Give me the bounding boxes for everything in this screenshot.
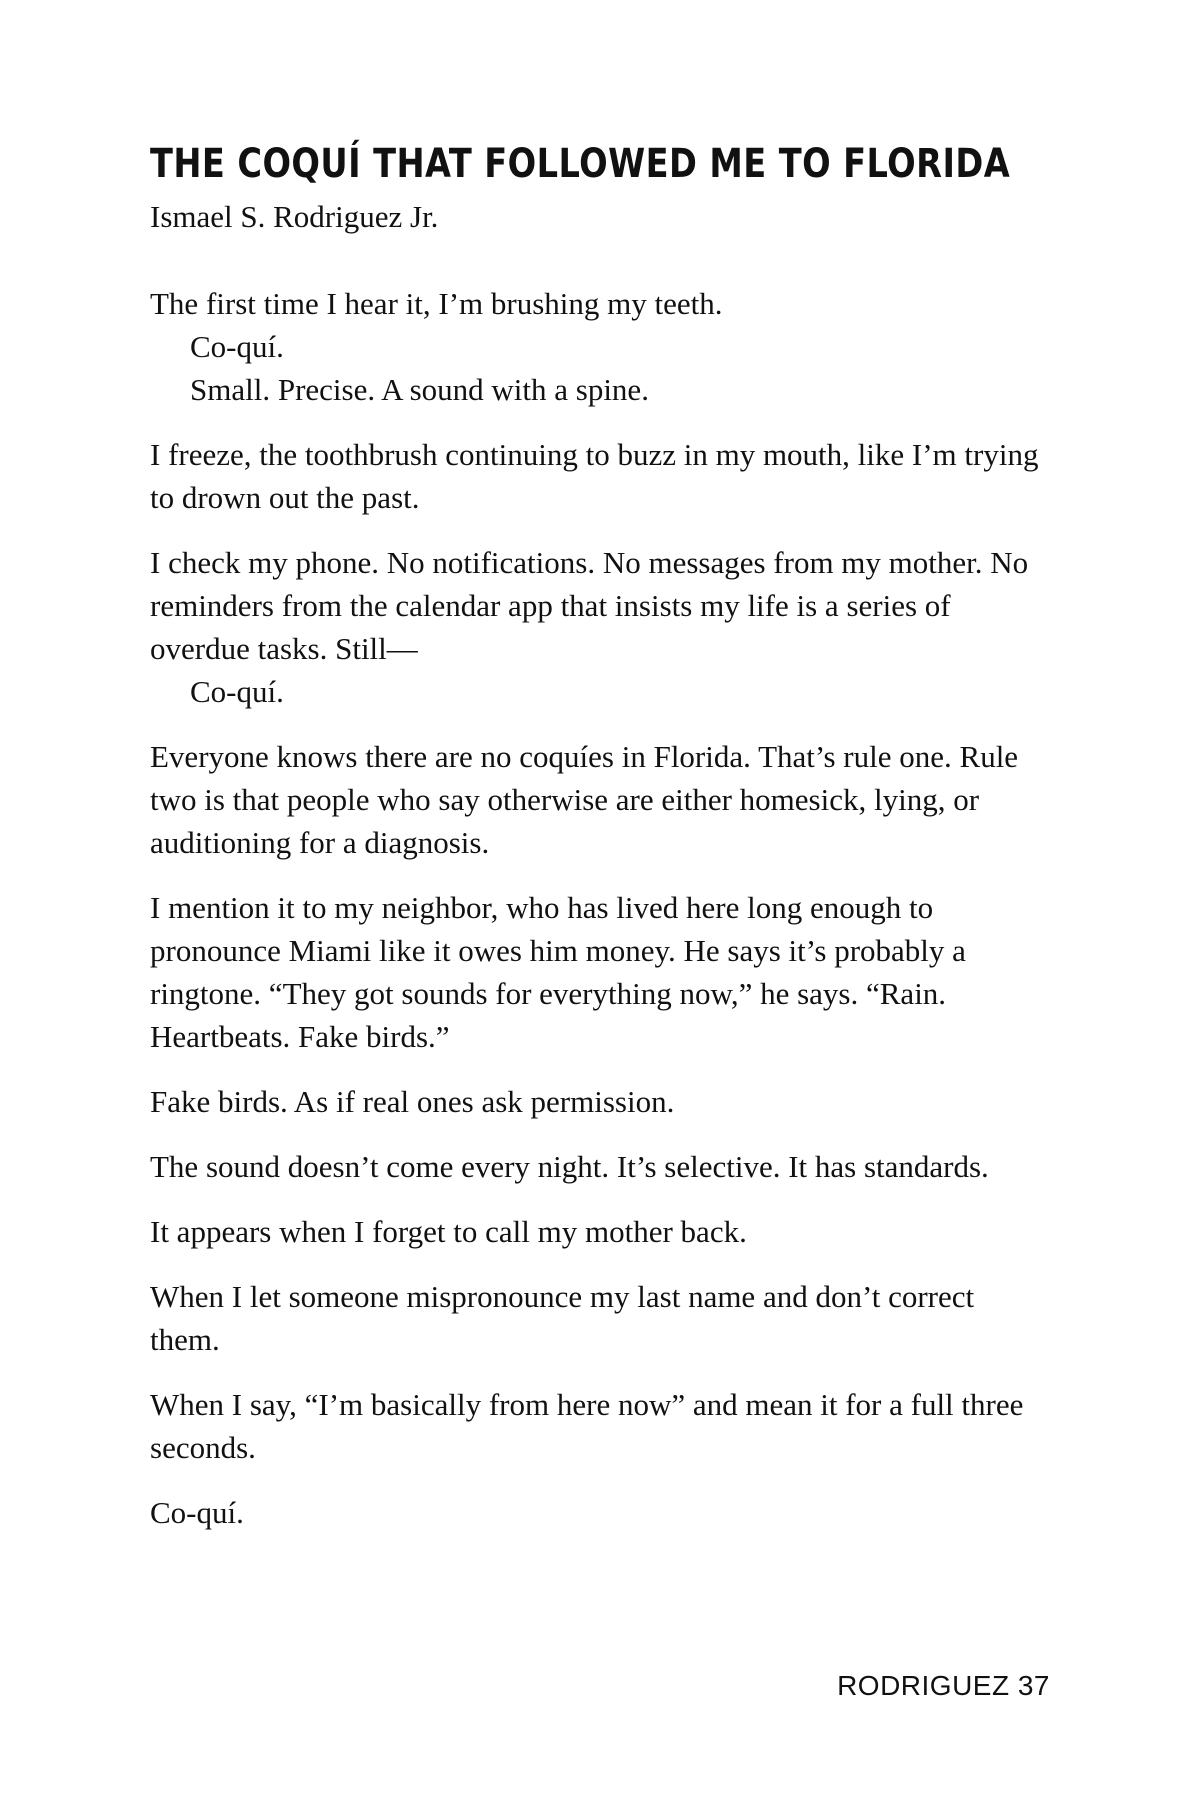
paragraph: The sound doesn’t come every night. It’s selective. It has standards. xyxy=(150,1149,989,1184)
indented-line: Small. Precise. A sound with a spine. xyxy=(190,372,649,407)
paragraph xyxy=(150,541,1050,713)
paragraph: It appears when I forget to call my mother back. xyxy=(150,1214,747,1249)
paragraph: When I say, “I’m basically from here now” and mean it for a full three seconds. xyxy=(150,1387,1024,1465)
story-title: THE COQUÍ THAT FOLLOWED ME TO FLORIDA xyxy=(150,141,1011,187)
author-byline: Ismael S. Rodriguez Jr. xyxy=(150,199,439,234)
paragraph: I freeze, the toothbrush continuing to buzz in my mouth, like I’m trying to drown out the past. xyxy=(150,437,1039,515)
paragraph: Co-quí. xyxy=(150,1495,244,1530)
paragraph: Everyone knows there are no coquíes in Florida. That’s rule one. Rule two is that people who say otherwise are either homesick, lying, or auditioning for a diagnosis. xyxy=(150,739,1019,860)
indented-line: Co-quí. xyxy=(190,674,284,709)
story-page xyxy=(150,142,1050,1556)
page-footer-running-head: RODRIGUEZ 37 xyxy=(837,1670,1050,1701)
paragraph-text: I check my phone. No notifications. No messages from my mother. No reminders from the calendar app that insists my life is a series of overdue tasks. Still— xyxy=(150,545,1029,666)
paragraph-text: The first time I hear it, I’m brushing my teeth. xyxy=(150,286,723,321)
paragraph: When I let someone mispronounce my last name and don’t correct them. xyxy=(150,1279,975,1357)
paragraph xyxy=(150,282,1050,411)
paragraph: I mention it to my neighbor, who has lived here long enough to pronounce Miami like it owes him money. He says it’s probably a ringtone. “They got sounds for everything now,” he says. “Rain. Heartbeats. Fake birds.” xyxy=(150,890,966,1054)
paragraph: Fake birds. As if real ones ask permission. xyxy=(150,1084,675,1119)
indented-line: Co-quí. xyxy=(190,329,284,364)
story-body xyxy=(150,282,1050,1534)
